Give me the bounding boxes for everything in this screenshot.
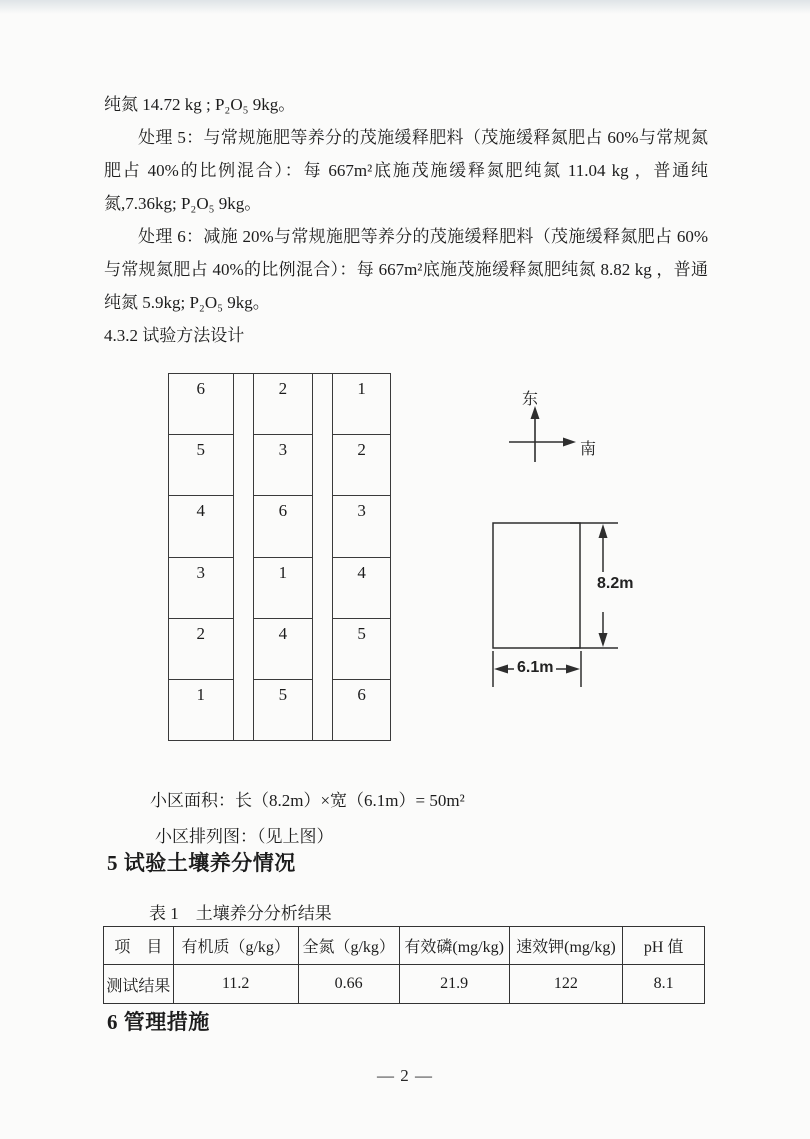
plot-area-caption: 小区面积：长（8.2m）×宽（6.1m）= 50m² — [150, 791, 465, 810]
compass-east-label: 东 — [522, 391, 539, 408]
paragraph-treatment-6: 处理 6：减施 20%与常规施肥等养分的茂施缓释肥料（茂施缓释氮肥占 60%与常规氮肥占 40%的比例混合）：每 667m²底施茂施缓释氮肥纯氮 8.82 kg ，普通纯氮 5.9kg; P₂O₅ 9kg。 — [104, 227, 708, 312]
grid-cell: 1 — [196, 684, 206, 704]
table-1-caption: 表 1 土壤养分分析结果 — [149, 904, 332, 923]
page-number: — 2 — — [377, 1066, 433, 1085]
table-header-row — [104, 927, 705, 965]
plot-layout-caption: 小区排列图：（见上图） — [155, 827, 334, 846]
grid-cell: 2 — [169, 619, 233, 680]
table-header-cell: 项 目 — [104, 927, 174, 965]
grid-column-1 — [169, 374, 234, 740]
table-header-cell: pH 值 — [623, 927, 705, 965]
section-heading-5: 5 试验土壤养分情况 — [107, 851, 296, 875]
table-cell: 0.66 — [298, 965, 399, 1004]
grid-cell: 6 — [169, 374, 233, 435]
grid-cell: 5 — [333, 619, 390, 680]
grid-cell: 2 — [254, 374, 312, 435]
table-cell: 11.2 — [173, 965, 298, 1004]
section-heading-6: 6 管理措施 — [107, 1010, 210, 1034]
grid-cell: 4 — [169, 496, 233, 557]
table-cell: 21.9 — [399, 965, 509, 1004]
grid-cell: 3 — [254, 435, 312, 496]
grid-cell: 4 — [254, 619, 312, 680]
grid-column-3 — [333, 374, 390, 740]
grid-cell: 6 — [254, 496, 312, 557]
width-dimension-label: 6.1m — [514, 659, 556, 677]
grid-cell: 4 — [333, 558, 390, 619]
grid-cell: 6 — [357, 684, 366, 704]
table-header-cell: 有机质（g/kg） — [173, 927, 298, 965]
height-dimension-label: 8.2m — [597, 575, 634, 592]
soil-nutrient-table — [103, 926, 705, 1004]
grid-spacer-column — [313, 374, 334, 740]
grid-cell: 1 — [333, 374, 390, 435]
grid-cell: 2 — [333, 435, 390, 496]
body-text-block — [104, 88, 708, 352]
table-header-cell: 速效钾(mg/kg) — [509, 927, 623, 965]
subsection-heading-4-3-2: 4.3.2 试验方法设计 — [104, 326, 245, 345]
table-header-cell: 全氮（g/kg） — [298, 927, 399, 965]
paragraph-treatment-5: 处理 5：与常规施肥等养分的茂施缓释肥料（茂施缓释氮肥占 60%与常规氮肥占 40%的比例混合）：每 667m²底施茂施缓释氮肥纯氮 11.04 kg ，普通纯氮,7.36kg; P₂O₅ 9kg。 — [104, 128, 708, 213]
plot-arrangement-grid — [168, 373, 391, 741]
table-cell: 测试结果 — [104, 965, 174, 1004]
plot-rectangle — [493, 523, 580, 648]
grid-cell: 5 — [278, 684, 288, 704]
grid-cell: 5 — [169, 435, 233, 496]
grid-cell: 1 — [254, 558, 312, 619]
table-cell: 122 — [509, 965, 623, 1004]
grid-cell: 3 — [169, 558, 233, 619]
table-cell: 8.1 — [623, 965, 705, 1004]
table-row — [104, 965, 705, 1004]
grid-spacer-column — [234, 374, 255, 740]
grid-column-2 — [254, 374, 313, 740]
scan-artifact-band — [0, 0, 810, 14]
paragraph-continuation: 纯氮 14.72 kg ; P₂O₅ 9kg。 — [104, 95, 296, 114]
table-header-cell: 有效磷(mg/kg) — [399, 927, 509, 965]
compass-south-label: 南 — [580, 441, 597, 458]
grid-cell: 3 — [333, 496, 390, 557]
